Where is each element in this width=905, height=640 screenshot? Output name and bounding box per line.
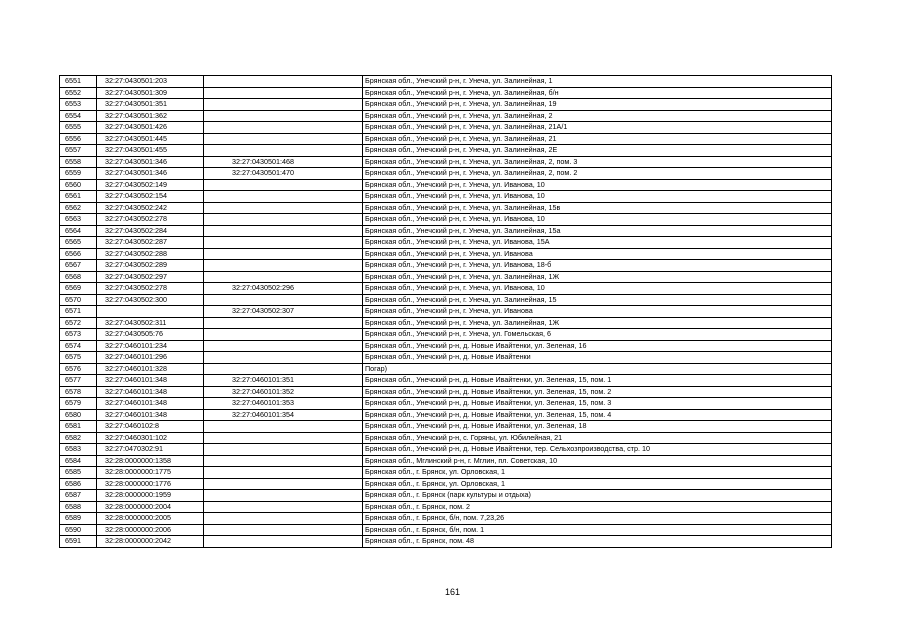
row-number-cell: 6585 [60,467,97,479]
row-number-cell: 6575 [60,352,97,364]
row-number-cell: 6551 [60,76,97,88]
related-cadastral-number-cell [204,352,363,364]
row-number-cell: 6559 [60,168,97,180]
related-cadastral-number-cell: 32:27:0430502:296 [204,283,363,295]
address-cell: Брянская обл., Унечский р-н, г. Унеча, ул. Залинейная, 15 [363,294,832,306]
related-cadastral-number-cell [204,110,363,122]
cadastral-number-cell: 32:28:0000000:1358 [97,455,204,467]
cadastral-number-cell: 32:27:0460101:348 [97,409,204,421]
related-cadastral-number-cell [204,260,363,272]
related-cadastral-number-cell [204,444,363,456]
table-row [60,421,832,433]
cadastral-number-cell: 32:27:0430502:297 [97,271,204,283]
row-number-cell: 6568 [60,271,97,283]
related-cadastral-number-cell: 32:27:0460101:353 [204,398,363,410]
related-cadastral-number-cell [204,248,363,260]
table-row [60,225,832,237]
address-cell: Брянская обл., Унечский р-н, д. Новые Ивайтенки, ул. Зеленая, 15, пом. 1 [363,375,832,387]
table-row [60,363,832,375]
cadastral-number-cell: 32:27:0430505:76 [97,329,204,341]
row-number-cell: 6579 [60,398,97,410]
related-cadastral-number-cell [204,191,363,203]
related-cadastral-number-cell [204,340,363,352]
related-cadastral-number-cell [204,432,363,444]
cadastral-number-cell: 32:28:0000000:2006 [97,524,204,536]
cadastral-number-cell: 32:27:0430501:445 [97,133,204,145]
cadastral-number-cell: 32:27:0470302:91 [97,444,204,456]
cadastral-number-cell: 32:27:0430502:300 [97,294,204,306]
table-row [60,271,832,283]
table-row [60,398,832,410]
table-row [60,283,832,295]
cadastral-number-cell: 32:28:0000000:1775 [97,467,204,479]
address-cell: Брянская обл., Унечский р-н, г. Унеча, ул. Залинейная, 19 [363,99,832,111]
address-cell: Брянская обл., Унечский р-н, д. Новые Ивайтенки, ул. Зеленая, 15, пом. 2 [363,386,832,398]
address-cell: Брянская обл., г. Брянск, пом. 48 [363,536,832,548]
cadastral-number-cell: 32:27:0430502:278 [97,214,204,226]
address-cell: Брянская обл., Унечский р-н, д. Новые Ивайтенки, ул. Зеленая, 15, пом. 3 [363,398,832,410]
row-number-cell: 6573 [60,329,97,341]
table-row [60,478,832,490]
address-cell: Брянская обл., Унечский р-н, д. Новые Ивайтенки, ул. Зеленая, 15, пом. 4 [363,409,832,421]
row-number-cell: 6555 [60,122,97,134]
related-cadastral-number-cell [204,179,363,191]
cadastral-number-cell: 32:27:0430502:149 [97,179,204,191]
address-cell: Брянская обл., Унечский р-н, г. Унеча, ул. Залинейная, 1Ж [363,271,832,283]
address-cell: Брянская обл., Унечский р-н, г. Унеча, ул. Залинейная, 15а [363,225,832,237]
row-number-cell: 6558 [60,156,97,168]
row-number-cell: 6587 [60,490,97,502]
table-row [60,99,832,111]
table-row [60,375,832,387]
row-number-cell: 6589 [60,513,97,525]
address-cell: Брянская обл., Унечский р-н, г. Унеча, ул. Иванова [363,306,832,318]
address-cell: Брянская обл., г. Брянск, ул. Орловская, 1 [363,478,832,490]
related-cadastral-number-cell [204,237,363,249]
cadastral-number-cell: 32:27:0460101:234 [97,340,204,352]
cadastral-number-cell: 32:27:0430502:242 [97,202,204,214]
related-cadastral-number-cell [204,524,363,536]
address-cell: Брянская обл., Унечский р-н, г. Унеча, ул. Иванова, 15А [363,237,832,249]
related-cadastral-number-cell [204,76,363,88]
related-cadastral-number-cell: 32:27:0460101:351 [204,375,363,387]
table-row [60,409,832,421]
cadastral-number-cell: 32:27:0430501:346 [97,168,204,180]
address-cell: Брянская обл., Унечский р-н, г. Унеча, ул. Залинейная, 1 [363,76,832,88]
table-row [60,248,832,260]
table-row [60,386,832,398]
address-cell: Брянская обл., Унечский р-н, с. Горяны, ул. Юбилейная, 21 [363,432,832,444]
table-row [60,156,832,168]
row-number-cell: 6560 [60,179,97,191]
related-cadastral-number-cell [204,513,363,525]
related-cadastral-number-cell [204,490,363,502]
row-number-cell: 6557 [60,145,97,157]
table-row [60,524,832,536]
row-number-cell: 6562 [60,202,97,214]
row-number-cell: 6578 [60,386,97,398]
row-number-cell: 6590 [60,524,97,536]
table-row [60,237,832,249]
related-cadastral-number-cell [204,501,363,513]
cadastral-number-cell: 32:28:0000000:2042 [97,536,204,548]
row-number-cell: 6564 [60,225,97,237]
row-number-cell: 6566 [60,248,97,260]
address-cell: Брянская обл., Унечский р-н, г. Унеча, ул. Иванова, 10 [363,179,832,191]
address-cell: Погар) [363,363,832,375]
table-row [60,513,832,525]
cadastral-number-cell: 32:28:0000000:1959 [97,490,204,502]
row-number-cell: 6561 [60,191,97,203]
table-row [60,202,832,214]
related-cadastral-number-cell [204,294,363,306]
address-cell: Брянская обл., Унечский р-н, г. Унеча, ул. Залинейная, 1Ж [363,317,832,329]
cadastral-number-cell: 32:27:0430501:426 [97,122,204,134]
table-row [60,260,832,272]
cadastral-number-cell [97,306,204,318]
row-number-cell: 6570 [60,294,97,306]
cadastral-number-cell: 32:27:0460101:328 [97,363,204,375]
address-cell: Брянская обл., Унечский р-н, д. Новые Ивайтенки [363,352,832,364]
row-number-cell: 6567 [60,260,97,272]
table-row [60,490,832,502]
row-number-cell: 6588 [60,501,97,513]
related-cadastral-number-cell [204,455,363,467]
related-cadastral-number-cell [204,536,363,548]
address-cell: Брянская обл., Унечский р-н, г. Унеча, ул. Залинейная, 2, пом. 3 [363,156,832,168]
row-number-cell: 6583 [60,444,97,456]
cadastral-number-cell: 32:27:0430501:346 [97,156,204,168]
related-cadastral-number-cell [204,329,363,341]
related-cadastral-number-cell [204,122,363,134]
cadastral-number-cell: 32:27:0430502:278 [97,283,204,295]
cadastral-number-cell: 32:27:0430501:362 [97,110,204,122]
table-row [60,168,832,180]
row-number-cell: 6582 [60,432,97,444]
related-cadastral-number-cell: 32:27:0430502:307 [204,306,363,318]
table-row [60,294,832,306]
row-number-cell: 6574 [60,340,97,352]
related-cadastral-number-cell [204,87,363,99]
row-number-cell: 6556 [60,133,97,145]
table-row [60,329,832,341]
cadastral-number-cell: 32:27:0430501:203 [97,76,204,88]
address-cell: Брянская обл., Унечский р-н, г. Унеча, ул. Иванова [363,248,832,260]
address-cell: Брянская обл., г. Брянск (парк культуры и отдыха) [363,490,832,502]
related-cadastral-number-cell [204,133,363,145]
related-cadastral-number-cell: 32:27:0430501:470 [204,168,363,180]
cadastral-number-cell: 32:27:0460101:348 [97,375,204,387]
cadastral-number-cell: 32:27:0430501:351 [97,99,204,111]
address-cell: Брянская обл., Унечский р-н, г. Унеча, ул. Иванова, 10 [363,283,832,295]
row-number-cell: 6577 [60,375,97,387]
cadastral-number-cell: 32:28:0000000:2005 [97,513,204,525]
related-cadastral-number-cell [204,145,363,157]
cadastral-number-cell: 32:27:0430502:288 [97,248,204,260]
row-number-cell: 6580 [60,409,97,421]
address-cell: Брянская обл., Унечский р-н, г. Унеча, ул. Залинейная, 21 [363,133,832,145]
table-row [60,87,832,99]
related-cadastral-number-cell: 32:27:0430501:468 [204,156,363,168]
address-cell: Брянская обл., Унечский р-н, г. Унеча, ул. Залинейная, б/н [363,87,832,99]
address-cell: Брянская обл., Унечский р-н, г. Унеча, ул. Иванова, 10 [363,214,832,226]
address-cell: Брянская обл., г. Брянск, ул. Орловская, 1 [363,467,832,479]
address-cell: Брянская обл., Унечский р-н, г. Унеча, ул. Иванова, 10 [363,191,832,203]
row-number-cell: 6576 [60,363,97,375]
table-row [60,352,832,364]
related-cadastral-number-cell [204,271,363,283]
table-row [60,214,832,226]
cadastral-number-cell: 32:28:0000000:1776 [97,478,204,490]
row-number-cell: 6581 [60,421,97,433]
cadastral-number-cell: 32:27:0430502:311 [97,317,204,329]
table-row [60,536,832,548]
address-cell: Брянская обл., Унечский р-н, г. Унеча, ул. Залинейная, 2 [363,110,832,122]
row-number-cell: 6571 [60,306,97,318]
row-number-cell: 6554 [60,110,97,122]
cadastral-number-cell: 32:28:0000000:2004 [97,501,204,513]
address-cell: Брянская обл., Унечский р-н, г. Унеча, ул. Залинейная, 2, пом. 2 [363,168,832,180]
row-number-cell: 6569 [60,283,97,295]
table-row [60,76,832,88]
row-number-cell: 6591 [60,536,97,548]
row-number-cell: 6584 [60,455,97,467]
table-row [60,191,832,203]
address-cell: Брянская обл., Мглинский р-н, г. Мглин, пл. Советская, 10 [363,455,832,467]
row-number-cell: 6586 [60,478,97,490]
cadastral-number-cell: 32:27:0460101:348 [97,398,204,410]
cadastral-number-cell: 32:27:0460301:102 [97,432,204,444]
row-number-cell: 6563 [60,214,97,226]
table-row [60,501,832,513]
related-cadastral-number-cell [204,421,363,433]
row-number-cell: 6553 [60,99,97,111]
address-cell: Брянская обл., г. Брянск, б/н, пом. 1 [363,524,832,536]
registry-table [59,75,832,548]
related-cadastral-number-cell [204,214,363,226]
cadastral-number-cell: 32:27:0430502:284 [97,225,204,237]
cadastral-number-cell: 32:27:0430502:287 [97,237,204,249]
cadastral-number-cell: 32:27:0460101:296 [97,352,204,364]
cadastral-number-cell: 32:27:0460102:8 [97,421,204,433]
related-cadastral-number-cell [204,225,363,237]
address-cell: Брянская обл., г. Брянск, пом. 2 [363,501,832,513]
cadastral-number-cell: 32:27:0430501:309 [97,87,204,99]
related-cadastral-number-cell: 32:27:0460101:354 [204,409,363,421]
address-cell: Брянская обл., Унечский р-н, д. Новые Ивайтенки, тер. Сельхозпроизводства, стр. 10 [363,444,832,456]
related-cadastral-number-cell [204,478,363,490]
table-body [60,76,832,548]
table-row [60,179,832,191]
address-cell: Брянская обл., Унечский р-н, г. Унеча, ул. Залинейная, 21А/1 [363,122,832,134]
related-cadastral-number-cell [204,467,363,479]
address-cell: Брянская обл., Унечский р-н, г. Унеча, ул. Иванова, 18-б [363,260,832,272]
table-row [60,455,832,467]
cadastral-number-cell: 32:27:0460101:348 [97,386,204,398]
related-cadastral-number-cell [204,317,363,329]
table-row [60,444,832,456]
related-cadastral-number-cell: 32:27:0460101:352 [204,386,363,398]
table-row [60,122,832,134]
address-cell: Брянская обл., Унечский р-н, г. Унеча, ул. Гомельская, 6 [363,329,832,341]
row-number-cell: 6565 [60,237,97,249]
table-row [60,340,832,352]
table-row [60,467,832,479]
address-cell: Брянская обл., Унечский р-н, д. Новые Ивайтенки, ул. Зеленая, 16 [363,340,832,352]
table-row [60,133,832,145]
address-cell: Брянская обл., Унечский р-н, г. Унеча, ул. Залинейная, 15в [363,202,832,214]
row-number-cell: 6552 [60,87,97,99]
cadastral-number-cell: 32:27:0430502:154 [97,191,204,203]
table-row [60,145,832,157]
table-row [60,317,832,329]
table-row [60,110,832,122]
cadastral-number-cell: 32:27:0430502:289 [97,260,204,272]
address-cell: Брянская обл., г. Брянск, б/н, пом. 7,23,26 [363,513,832,525]
page-number: 161 [444,587,461,597]
cadastral-number-cell: 32:27:0430501:455 [97,145,204,157]
related-cadastral-number-cell [204,363,363,375]
table-row [60,306,832,318]
table-row [60,432,832,444]
address-cell: Брянская обл., Унечский р-н, д. Новые Ивайтенки, ул. Зеленая, 18 [363,421,832,433]
address-cell: Брянская обл., Унечский р-н, г. Унеча, ул. Залинейная, 2Е [363,145,832,157]
related-cadastral-number-cell [204,99,363,111]
row-number-cell: 6572 [60,317,97,329]
related-cadastral-number-cell [204,202,363,214]
